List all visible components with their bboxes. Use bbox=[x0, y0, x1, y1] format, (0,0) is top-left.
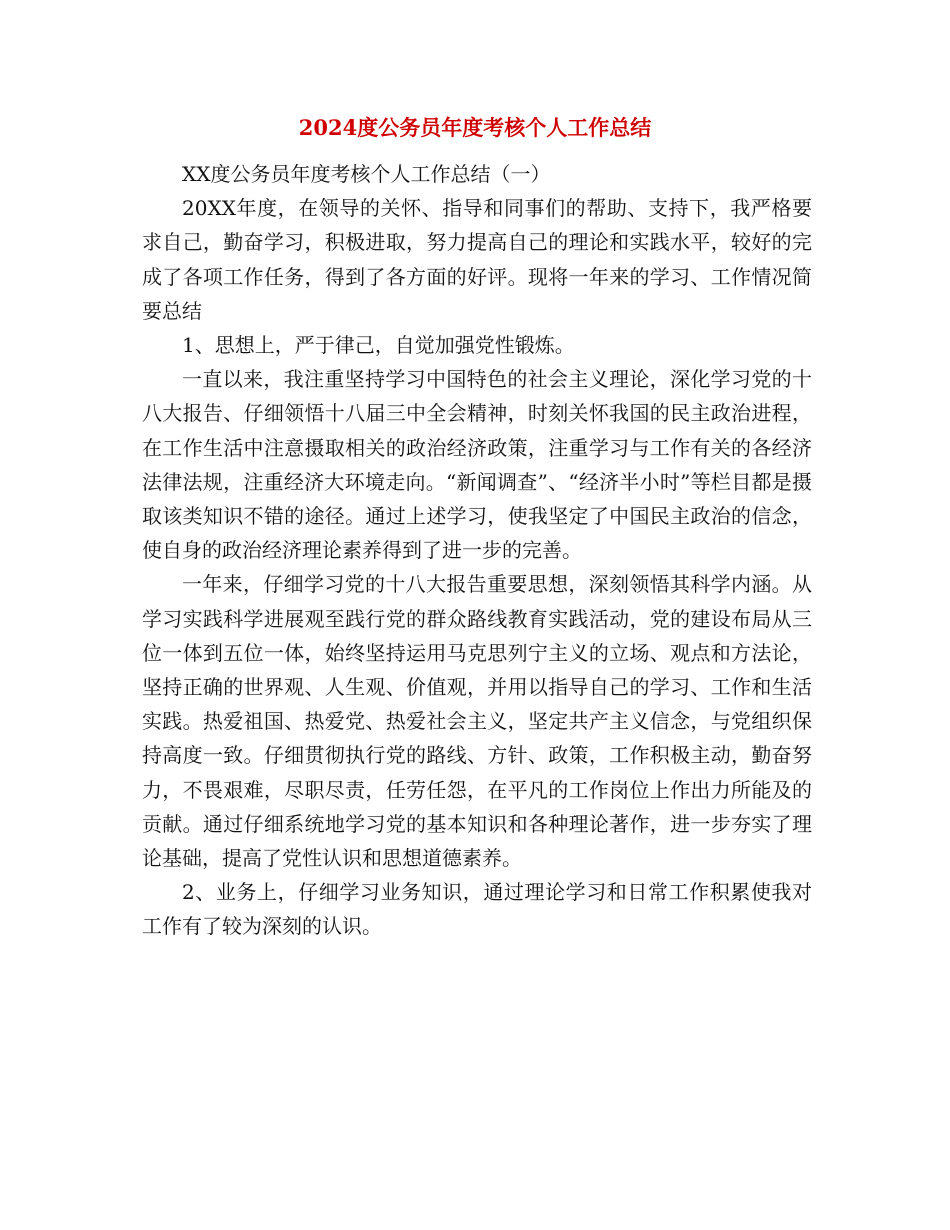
document-title: 2024度公务员年度考核个人工作总结 bbox=[298, 115, 652, 140]
body-paragraph: 一直以来，我注重坚持学习中国特色的社会主义理论，深化学习党的十八大报告、仔细领悟十八届三中全会精神，时刻关怀我国的民主政治进程，在工作生活中注意摄取相关的政治经济政策，注重学习与工作有关的各经济法律法规，注重经济大环境走向。“新闻调查”、“经济半小时”等栏目都是摄取该类知识不错的途径。通过上述学习，使我坚定了中国民主政治的信念，使自身的政治经济理论素养得到了进一步的完善。 bbox=[142, 367, 812, 563]
section-heading: XX度公务员年度考核个人工作总结（一） bbox=[182, 162, 551, 186]
body-paragraph: 一年来，仔细学习党的十八大报告重要思想，深刻领悟其科学内涵。从学习实践科学进展观至践行党的群众路线教育实践活动，党的建设布局从三位一体到五位一体，始终坚持运用马克思列宁主义的立场、观点和方法论，坚持正确的世界观、人生观、价值观，并用以指导自己的学习、工作和生活实践。热爱祖国、热爱党、热爱社会主义，坚定共产主义信念，与党组织保持高度一致。仔细贯彻执行党的路线、方针、政策，工作积极主动，勤奋努力，不畏艰难，尽职尽责，任劳任怨，在平凡的工作岗位上作出力所能及的贡献。通过仔细系统地学习党的基本知识和各种理论著作，进一步夯实了理论基础，提高了党性认识和思想道德素养。 bbox=[142, 572, 812, 871]
document-body bbox=[142, 157, 812, 944]
body-paragraph: 20XX年度，在领导的关怀、指导和同事们的帮助、支持下，我严格要求自己，勤奋学习，积极进取，努力提高自己的理论和实践水平，较好的完成了各项工作任务，得到了各方面的好评。现将一年来的学习、工作情况简要总结 bbox=[142, 196, 812, 323]
numbered-heading: 1、思想上，严于律己，自觉加强党性锻炼。 bbox=[182, 333, 575, 358]
numbered-heading: 2、业务上，仔细学习业务知识，通过理论学习和日常工作积累使我对工作有了较为深刻的认识。 bbox=[142, 880, 812, 939]
